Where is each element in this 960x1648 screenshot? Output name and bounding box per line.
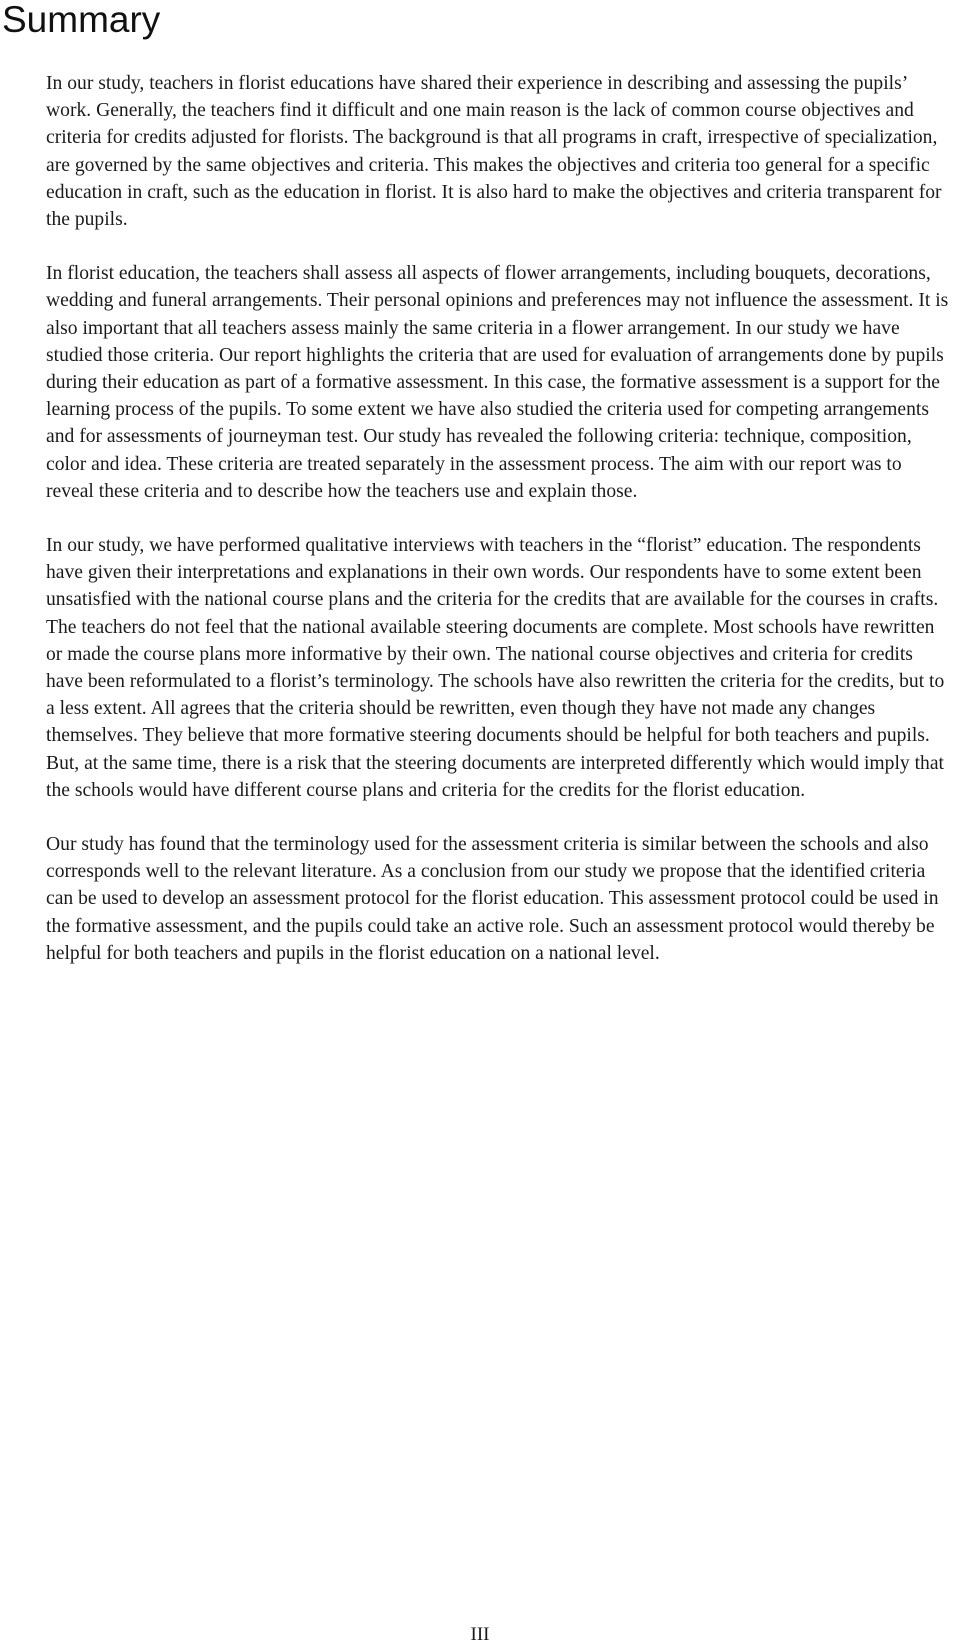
paragraph-2: In florist education, the teachers shall assess all aspects of flower arrangements, including bouquets, decorations, wedding and funeral arrangements. Their personal opinions and preferences may not influence the assessment. It is also important that all teachers assess mainly the same criteria in a flower arrangement. In our study we have studied those criteria. Our report highlights the criteria that are used for evaluation of arrangements done by pupils during their education as part of a formative assessment. In this case, the formative assessment is a support for the learning process of the pupils. To some extent we have also studied the criteria used for competing arrangements and for assessments of journeyman test. Our study has revealed the following criteria: technique, composition, color and idea. These criteria are treated separately in the assessment process. The aim with our report was to reveal these criteria and to describe how the teachers use and explain those. — [46, 263, 949, 502]
summary-body — [46, 70, 954, 994]
page-title: Summary — [2, 0, 161, 40]
paragraph-3: In our study, we have performed qualitative interviews with teachers in the “florist” education. The respondents have given their interpretations and explanations in their own words. Our respondents have to some extent been unsatisfied with the national course plans and the criteria for the credits that are available for the courses in crafts. The teachers do not feel that the national available steering documents are complete. Most schools have rewritten or made the course plans more informative by their own. The national course objectives and criteria for credits have been reformulated to a florist’s terminology. The schools have also rewritten the criteria for the credits, but to a less extent. All agrees that the criteria should be rewritten, even though they have not made any changes themselves. They believe that more formative steering documents should be helpful for both teachers and pupils. But, at the same time, there is a risk that the steering documents are interpreted differently which would imply that the schools would have different course plans and criteria for the credits for the florist education. — [46, 535, 945, 801]
paragraph-1: In our study, teachers in florist educations have shared their experience in describing and assessing the pupils’ work. Generally, the teachers find it difficult and one main reason is the lack of common course objectives and criteria for credits adjusted for florists. The background is that all programs in craft, irrespective of specialization, are governed by the same objectives and criteria. This makes the objectives and criteria too general for a specific education in craft, such as the education in florist. It is also hard to make the objectives and criteria transparent for the pupils. — [46, 73, 942, 231]
paragraph-4: Our study has found that the terminology used for the assessment criteria is similar between the schools and also corresponds well to the relevant literature. As a conclusion from our study we propose that the identified criteria can be used to develop an assessment protocol for the florist education. This assessment protocol could be used in the formative assessment, and the pupils could take an active role. Such an assessment protocol would thereby be helpful for both teachers and pupils in the florist education on a national level. — [46, 834, 939, 964]
page-number: III — [470, 1624, 490, 1645]
